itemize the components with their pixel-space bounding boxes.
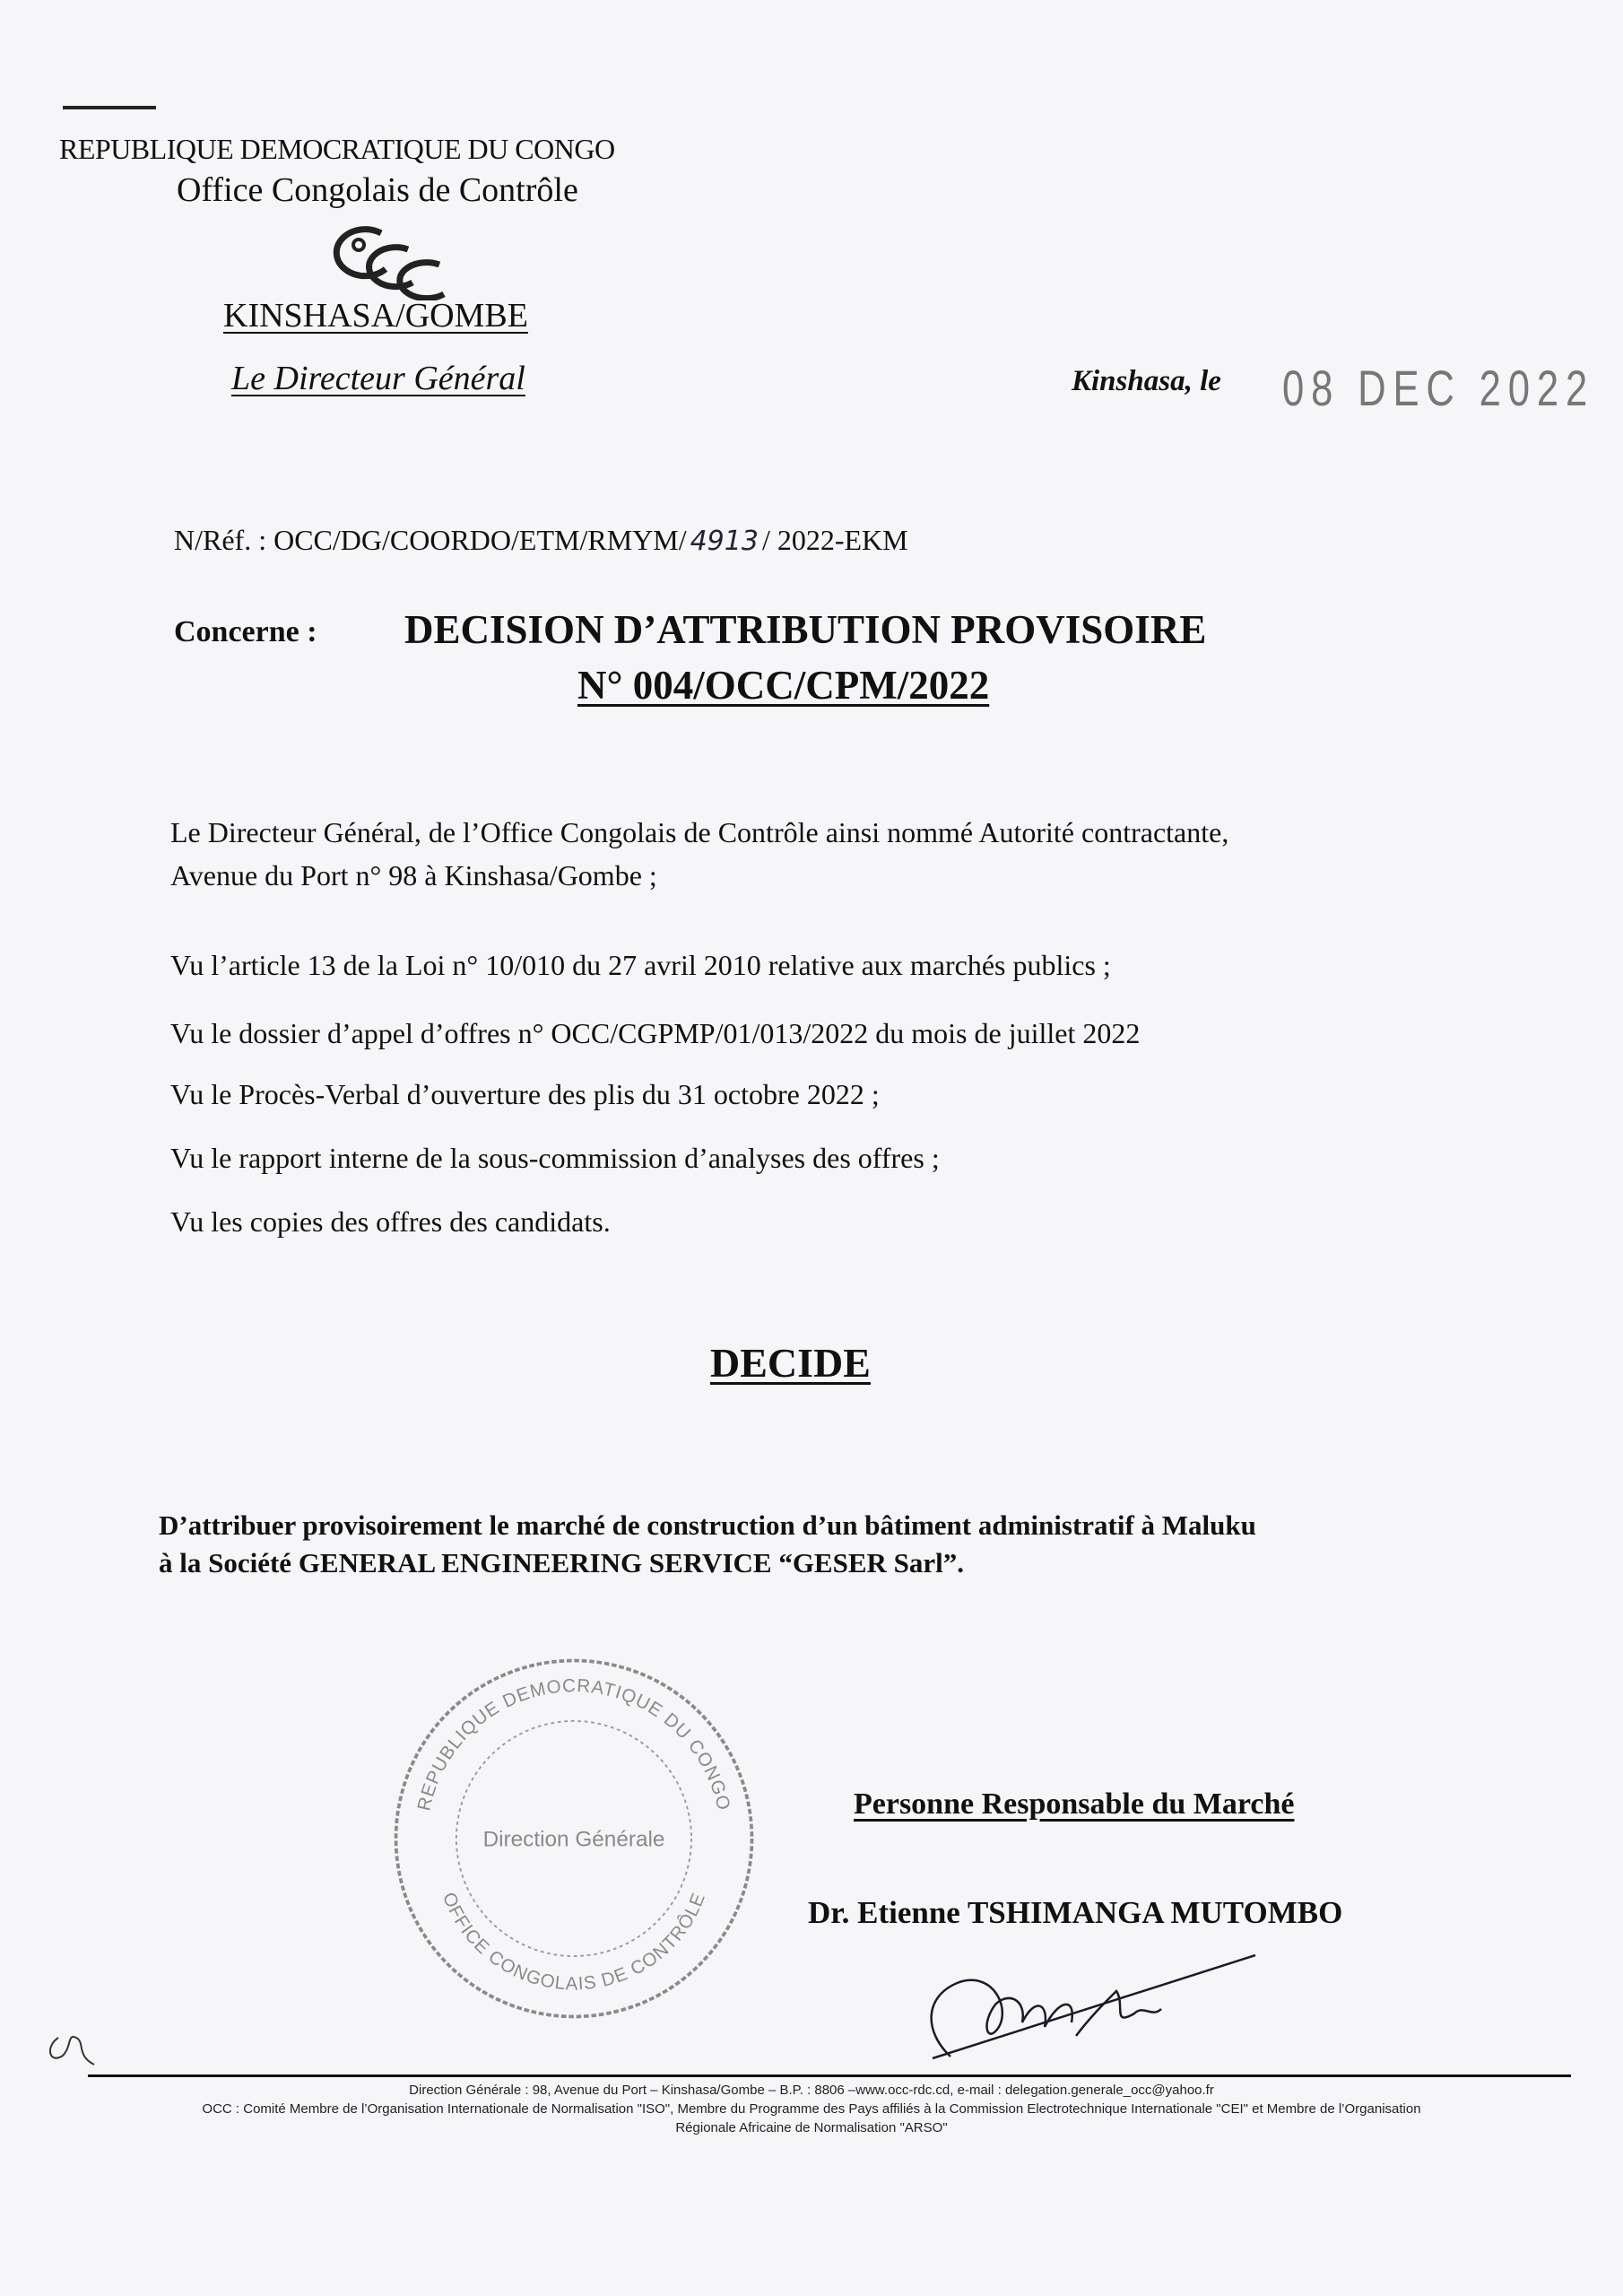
consideration-item: Vu le rapport interne de la sous-commission d’analyses des offres ; <box>170 1142 940 1174</box>
footer-address: Direction Générale : 98, Avenue du Port – Kinshasa/Gombe – B.P. : 8806 –www.occ-rdc.cd, e-mail : delegation.generale_occ@yahoo.fr <box>409 2083 1214 2098</box>
author-title: Le Directeur Général <box>231 360 525 397</box>
margin-initials-icon <box>40 2029 103 2074</box>
svg-text:REPUBLIQUE DEMOCRATIQUE DU CON: REPUBLIQUE DEMOCRATIQUE DU CONGO <box>413 1675 734 1813</box>
svg-text:OFFICE CONGOLAIS DE CONTRÔLE: OFFICE CONGOLAIS DE CONTRÔLE <box>438 1889 710 1995</box>
svg-text:Direction Générale: Direction Générale <box>482 1827 665 1852</box>
country-name: REPUBLIQUE DEMOCRATIQUE DU CONGO <box>59 133 615 165</box>
intro-line-2: Avenue du Port n° 98 à Kinshasa/Gombe ; <box>170 859 657 891</box>
handwritten-signature-icon <box>897 1951 1273 2063</box>
decision-line-2: à la Société GENERAL ENGINEERING SERVICE “GESER Sarl”. <box>159 1547 965 1578</box>
subject-title: DECISION D’ATTRIBUTION PROVISOIRE <box>404 607 1207 652</box>
consideration-item: Vu l’article 13 de la Loi n° 10/010 du 27 avril 2010 relative aux marchés publics ; <box>170 949 1111 981</box>
decide-heading: DECIDE <box>710 1340 871 1386</box>
official-stamp-icon <box>377 1641 771 2036</box>
consideration-item: Vu le Procès-Verbal d’ouverture des plis du 31 octobre 2022 ; <box>170 1078 880 1110</box>
scan-mark <box>63 106 156 109</box>
decision-line-1: D’attribuer provisoirement le marché de construction d’un bâtiment administratif à Maluku <box>159 1509 1256 1541</box>
location-heading: KINSHASA/GOMBE <box>223 297 528 335</box>
reference-suffix: / 2022-EKM <box>761 524 908 556</box>
subject-label: Concerne : <box>174 615 317 648</box>
decision-number: N° 004/OCC/CPM/2022 <box>577 663 990 708</box>
date-stamp: 08 DEC 2022 <box>1282 360 1595 416</box>
consideration-item: Vu le dossier d’appel d’offres n° OCC/CGPMP/01/013/2022 du mois de juillet 2022 <box>170 1017 1141 1049</box>
signatory-role: Personne Responsable du Marché <box>854 1787 1295 1821</box>
footer-memberships-cont: Régionale Africaine de Normalisation "ARSO" <box>675 2120 948 2135</box>
signatory-name: Dr. Etienne TSHIMANGA MUTOMBO <box>808 1895 1343 1930</box>
organization-name: Office Congolais de Contrôle <box>177 171 578 209</box>
reference-prefix: N/Réf. : OCC/DG/COORDO/ETM/RMYM/ <box>174 524 687 556</box>
consideration-item: Vu les copies des offres des candidats. <box>170 1205 611 1238</box>
intro-line-1: Le Directeur Général, de l’Office Congolais de Contrôle ainsi nommé Autorité contractante, <box>170 816 1229 848</box>
place-date-label: Kinshasa, le <box>1072 365 1221 397</box>
footer-divider <box>88 2074 1571 2077</box>
reference-line <box>174 524 908 557</box>
reference-handwritten-number: 4913 <box>690 526 759 557</box>
occ-logo-icon <box>318 215 480 300</box>
footer-memberships: OCC : Comité Membre de l’Organisation Internationale de Normalisation "ISO", Membre du Programme des Pays affiliés à la Commission Electrotechnique Internationale "CEI" et Membre de l’Organisation <box>202 2101 1421 2117</box>
